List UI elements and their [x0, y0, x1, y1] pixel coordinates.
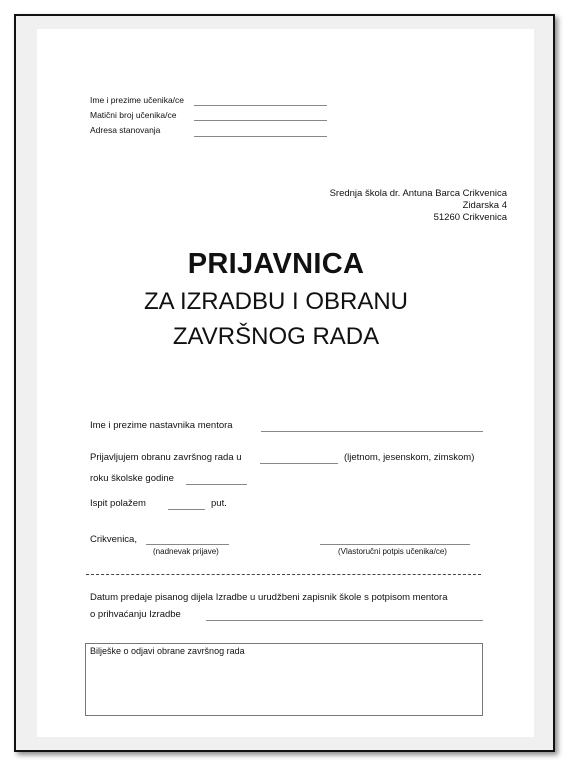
form-page: [37, 29, 534, 737]
mentor-label: Ime i prezime nastavnika mentora: [90, 420, 233, 431]
exam-label: Ispit polažem: [90, 498, 146, 509]
document-frame: [14, 14, 555, 752]
school-address: [330, 188, 507, 224]
student-id-field[interactable]: [194, 120, 327, 121]
student-name-label: Ime i prezime učenika/ce: [90, 95, 185, 105]
document-subtitle-line2: ZAVRŠNOG RADA: [172, 323, 380, 350]
separator-dashed: [86, 574, 481, 575]
exam-suffix: put.: [211, 498, 227, 509]
signature-field[interactable]: [320, 544, 470, 545]
exam-attempt-field[interactable]: [168, 509, 205, 510]
place-label: Crikvenica,: [90, 534, 137, 545]
submission-line1: Datum predaje pisanog dijela Izradbe u urudžbeni zapisnik škole s potpisom mentora: [90, 592, 448, 603]
mentor-field[interactable]: [261, 431, 483, 432]
apply-label: Prijavljujem obranu završnog rada u: [90, 452, 242, 463]
document-subtitle-line1: ZA IZRADBU I OBRANU: [143, 288, 409, 315]
school-street: Zidarska 4: [462, 200, 507, 211]
date-caption: (nadnevak prijave): [153, 547, 219, 556]
school-name: Srednja škola dr. Antuna Barca Crikvenica: [329, 188, 507, 199]
term-field[interactable]: [260, 463, 338, 464]
submission-line2: o prihvaćanju Izradbe: [90, 609, 181, 620]
school-year-label: roku školske godine: [90, 473, 174, 484]
term-options: (ljetnom, jesenskom, zimskom): [344, 452, 475, 463]
student-id-label: Matični broj učenika/ce: [90, 110, 177, 120]
notes-box[interactable]: [85, 643, 483, 716]
school-year-field[interactable]: [186, 484, 247, 485]
student-name-field[interactable]: [194, 105, 327, 106]
document-title: PRIJAVNICA: [187, 248, 365, 280]
school-city: 51260 Crikvenica: [433, 212, 507, 223]
date-field[interactable]: [146, 544, 229, 545]
notes-label: Bilješke o odjavi obrane završnog rada: [90, 646, 245, 656]
signature-caption: (Vlastoručni potpis učenika/ce): [338, 547, 447, 556]
student-address-label: Adresa stanovanja: [90, 125, 161, 135]
student-address-field[interactable]: [194, 136, 327, 137]
submission-date-field[interactable]: [206, 620, 483, 621]
